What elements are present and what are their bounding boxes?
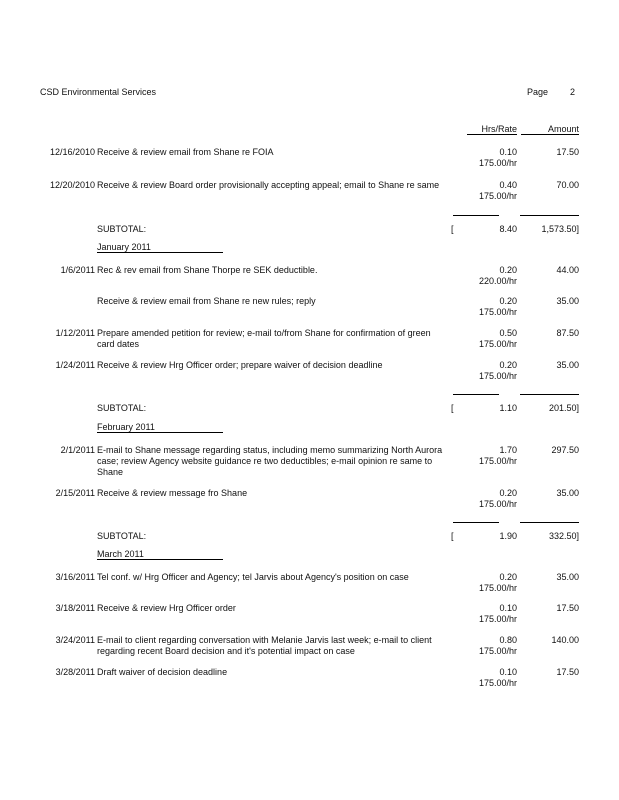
entry-rate: 175.00/hr bbox=[478, 307, 517, 317]
entry-hours: 0.20 bbox=[499, 360, 517, 370]
entry-date: 3/16/2011 bbox=[55, 572, 95, 582]
subtotal-rule-hours bbox=[453, 215, 499, 216]
subtotal-hours: 1.10 bbox=[499, 403, 517, 413]
entry-amount: 70.00 bbox=[556, 180, 579, 190]
page-number: 2 bbox=[570, 87, 576, 97]
month-heading: February 2011 bbox=[97, 422, 223, 433]
entry-amount: 17.50 bbox=[556, 667, 579, 677]
entry-amount: 17.50 bbox=[556, 603, 579, 613]
entry-hours: 0.10 bbox=[499, 667, 517, 677]
entry-description: Rec & rev email from Shane Thorpe re SEK deductible. bbox=[97, 265, 318, 275]
subtotal-amount: 201.50] bbox=[548, 403, 579, 413]
entry-rate: 175.00/hr bbox=[478, 678, 517, 688]
entry-date: 2/15/2011 bbox=[55, 488, 95, 498]
entry-rate: 220.00/hr bbox=[478, 276, 517, 286]
entry-rate: 175.00/hr bbox=[478, 614, 517, 624]
entry-rate: 175.00/hr bbox=[478, 646, 517, 656]
entry-amount: 35.00 bbox=[556, 360, 579, 370]
entry-amount: 35.00 bbox=[556, 572, 579, 582]
subtotal-amount: 1,573.50] bbox=[541, 224, 579, 234]
subtotal-rule-amount bbox=[520, 394, 579, 395]
entry-description: Receive & review Hrg Officer order; prepare waiver of decision deadline bbox=[97, 360, 383, 370]
subtotal-label: SUBTOTAL: bbox=[97, 224, 147, 234]
entry-description: E-mail to Shane message regarding status, including memo summarizing North Aurora case; review Agency website guidance re two deductibles; e-mail opinion re same to Shane bbox=[97, 445, 443, 477]
subtotal-rule-hours bbox=[453, 522, 499, 523]
entry-hours: 0.20 bbox=[499, 572, 517, 582]
entry-amount: 35.00 bbox=[556, 296, 579, 306]
entry-hours: 0.20 bbox=[499, 265, 517, 275]
entry-date: 1/12/2011 bbox=[55, 328, 95, 338]
company-name: CSD Environmental Services bbox=[40, 87, 157, 97]
entry-rate: 175.00/hr bbox=[478, 339, 517, 349]
entry-rate: 175.00/hr bbox=[478, 158, 517, 168]
entry-amount: 44.00 bbox=[556, 265, 579, 275]
entry-description: Receive & review message fro Shane bbox=[97, 488, 248, 498]
entry-hours: 1.70 bbox=[499, 445, 517, 455]
entry-date: 12/20/2010 bbox=[49, 180, 95, 190]
entry-hours: 0.50 bbox=[499, 328, 517, 338]
entry-description: Tel conf. w/ Hrg Officer and Agency; tel Jarvis about Agency's position on case bbox=[97, 572, 409, 582]
entry-amount: 87.50 bbox=[556, 328, 579, 338]
entry-hours: 0.20 bbox=[499, 488, 517, 498]
page-label: Page bbox=[527, 87, 549, 97]
entry-hours: 0.10 bbox=[499, 147, 517, 157]
entry-amount: 140.00 bbox=[551, 635, 579, 645]
month-heading: January 2011 bbox=[97, 242, 223, 253]
subtotal-rule-amount bbox=[520, 522, 579, 523]
entry-description: Receive & review email from Shane re FOIA bbox=[97, 147, 274, 157]
entry-hours: 0.40 bbox=[499, 180, 517, 190]
entry-hours: 0.20 bbox=[499, 296, 517, 306]
subtotal-bracket: [ bbox=[451, 224, 454, 234]
month-heading: March 2011 bbox=[97, 549, 223, 560]
subtotal-label: SUBTOTAL: bbox=[97, 403, 147, 413]
entry-hours: 0.10 bbox=[499, 603, 517, 613]
entry-hours: 0.80 bbox=[499, 635, 517, 645]
column-header-amount: Amount bbox=[521, 124, 579, 135]
entry-amount: 35.00 bbox=[556, 488, 579, 498]
entry-description: Receive & review Board order provisionally accepting appeal; email to Shane re same bbox=[97, 180, 440, 190]
column-header-hrs-rate: Hrs/Rate bbox=[467, 124, 517, 135]
entry-description: Prepare amended petition for review; e-mail to/from Shane for confirmation of green card dates bbox=[97, 328, 431, 349]
subtotal-rule-amount bbox=[520, 215, 579, 216]
subtotal-bracket: [ bbox=[451, 531, 454, 541]
entry-date: 1/24/2011 bbox=[55, 360, 95, 370]
subtotal-hours: 8.40 bbox=[499, 224, 517, 234]
entry-date: 3/18/2011 bbox=[55, 603, 95, 613]
entry-description: Receive & review email from Shane re new rules; reply bbox=[97, 296, 316, 306]
entry-description: Receive & review Hrg Officer order bbox=[97, 603, 236, 613]
subtotal-amount: 332.50] bbox=[548, 531, 579, 541]
entry-rate: 175.00/hr bbox=[478, 499, 517, 509]
entry-date: 12/16/2010 bbox=[49, 147, 95, 157]
entry-rate: 175.00/hr bbox=[478, 191, 517, 201]
subtotal-bracket: [ bbox=[451, 403, 454, 413]
subtotal-rule-hours bbox=[453, 394, 499, 395]
subtotal-label: SUBTOTAL: bbox=[97, 531, 147, 541]
entry-rate: 175.00/hr bbox=[478, 456, 517, 466]
entry-amount: 297.50 bbox=[551, 445, 579, 455]
entry-date: 3/24/2011 bbox=[55, 635, 95, 645]
entry-date: 1/6/2011 bbox=[60, 265, 95, 275]
entry-date: 3/28/2011 bbox=[55, 667, 95, 677]
entry-rate: 175.00/hr bbox=[478, 371, 517, 381]
entry-date: 2/1/2011 bbox=[60, 445, 95, 455]
entry-description: E-mail to client regarding conversation with Melanie Jarvis last week; e-mail to client regarding recent Board decision and it's potential impact on case bbox=[97, 635, 432, 656]
entry-description: Draft waiver of decision deadline bbox=[97, 667, 228, 677]
entry-amount: 17.50 bbox=[556, 147, 579, 157]
subtotal-hours: 1.90 bbox=[499, 531, 517, 541]
entry-rate: 175.00/hr bbox=[478, 583, 517, 593]
